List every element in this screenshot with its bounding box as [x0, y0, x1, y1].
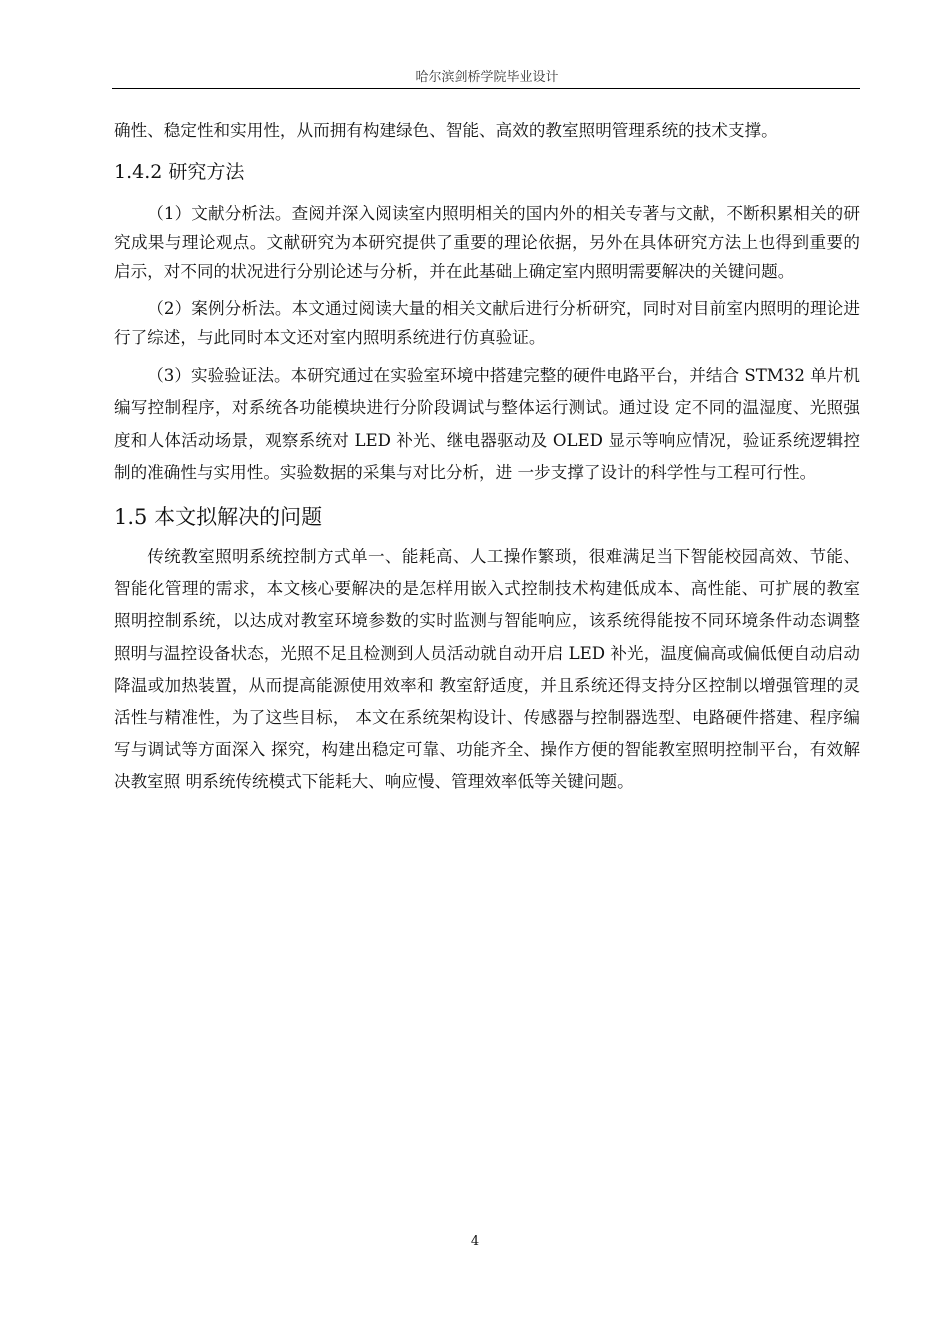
- running-header: 哈尔滨剑桥学院毕业设计: [415, 70, 559, 85]
- intro-line: 确性、稳定性和实用性，从而拥有构建绿色、智能、高效的教室照明管理系统的技术支撑。: [114, 121, 778, 140]
- section-heading-1-5: 1.5 本文拟解决的问题: [114, 505, 323, 530]
- paragraph-experimental-verification: （3）实验验证法。本研究通过在实验室环境中搭建完整的硬件电路平台，并结合 STM32 单片机编写控制程序，对系统各功能模块进行分阶段调试与整体运行测试。通过设 定不同的温湿度、光照强度和人体活动场景，观察系统对 LED 补光、继电器驱动及 OLED 显示等响应情况，验证系统逻辑控制的准确性与实用性。实验数据的采集与对比分析，进 一步支撑了设计的科学性与工程可行性。: [114, 366, 860, 482]
- page-content: [114, 115, 860, 799]
- paragraph-literature-analysis: （1）文献分析法。查阅并深入阅读室内照明相关的国内外的相关专著与文献，不断积累相关的研究成果与理论观点。文献研究为本研究提供了重要的理论依据，另外在具体研究方法上也得到重要的启示，对不同的状况进行分别论述与分析，并在此基础上确定室内照明需要解决的关键问题。: [114, 204, 860, 282]
- page-number: 4: [470, 1234, 480, 1249]
- paragraph-problems-to-solve: 传统教室照明系统控制方式单一、能耗高、人工操作繁琐，很难满足当下智能校园高效、节能、智能化管理的需求，本文核心要解决的是怎样用嵌入式控制技术构建低成本、高性能、可扩展的教室照明控制系统，以达成对教室环境参数的实时监测与智能响应，该系统得能按不同环境条件动态调整照明与温控设备状态，光照不足且检测到人员活动就自动开启 LED 补光，温度偏高或偏低便自动启动降温或加热装置，从而提高能源使用效率和 教室舒适度，并且系统还得支持分区控制以增强管理的灵活性与精准性，为了这些目标， 本文在系统架构设计、传感器与控制器选型、电路硬件搭建、程序编写与调试等方面深入 探究，构建出稳定可靠、功能齐全、操作方便的智能教室照明控制平台，有效解决教室照 明系统传统模式下能耗大、响应慢、管理效率低等关键问题。: [114, 547, 860, 792]
- section-heading-1-4-2: 1.4.2 研究方法: [114, 161, 245, 184]
- paragraph-case-analysis: （2）案例分析法。本文通过阅读大量的相关文献后进行分析研究，同时对目前室内照明的理论进行了综述，与此同时本文还对室内照明系统进行仿真验证。: [114, 299, 860, 348]
- header-rule: [112, 88, 860, 89]
